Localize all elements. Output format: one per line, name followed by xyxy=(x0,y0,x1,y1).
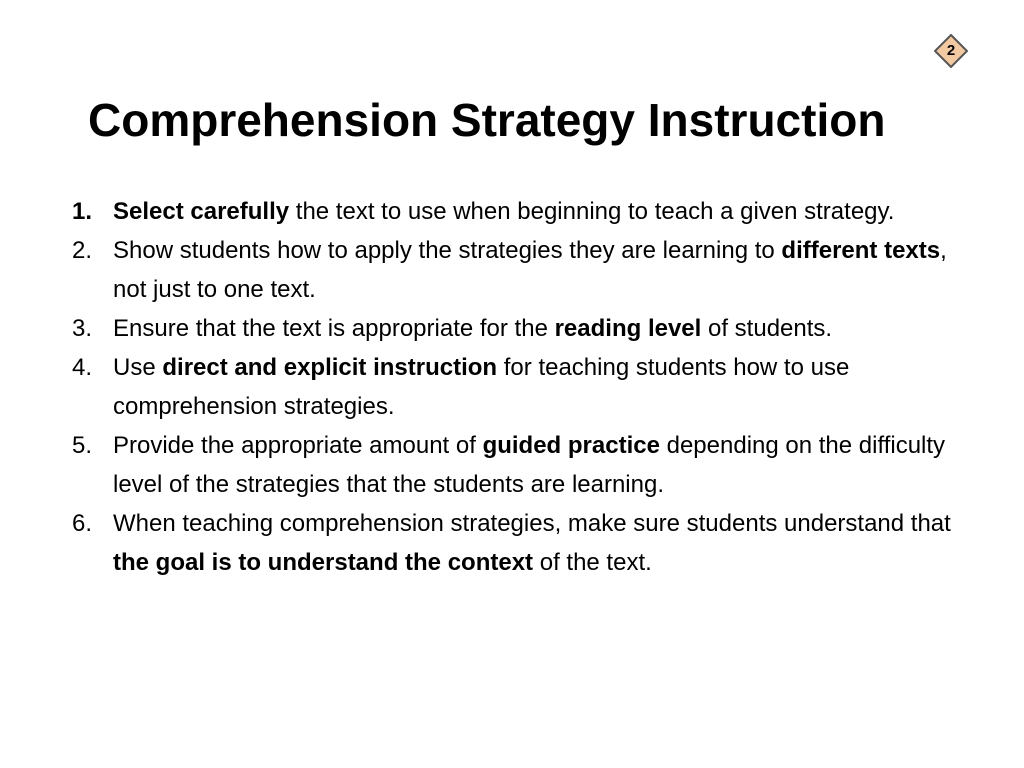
page-number: 2 xyxy=(946,42,956,59)
body-text: Ensure that the text is appropriate for the xyxy=(113,315,555,342)
list-item xyxy=(72,231,972,309)
page-number-badge xyxy=(934,34,968,68)
list-item xyxy=(72,309,972,348)
body-text: When teaching comprehension strategies, make sure students understand that xyxy=(113,510,951,537)
slide-title: Comprehension Strategy Instruction xyxy=(88,94,886,146)
body-text: , not just to one text. xyxy=(113,237,947,303)
list-item-text xyxy=(113,198,894,225)
list-item-text xyxy=(113,354,849,420)
emphasis-text: Select carefully xyxy=(113,198,290,225)
list-item xyxy=(72,426,972,504)
body-text: of the text. xyxy=(533,549,652,576)
body-text: depending on the difficulty level of the strategies that the students are learning. xyxy=(113,432,946,498)
emphasis-text: direct and explicit instruction xyxy=(162,354,498,381)
list-item xyxy=(72,504,972,582)
emphasis-text: different texts xyxy=(781,237,941,264)
strategy-list xyxy=(72,192,972,582)
list-item-text xyxy=(113,315,832,342)
body-text: for teaching students how to use comprehension strategies. xyxy=(113,354,850,420)
list-item-text xyxy=(113,432,945,498)
list-item-number: 1. xyxy=(72,198,93,225)
list-item-number: 4. xyxy=(72,354,93,381)
emphasis-text: the goal is to understand the context xyxy=(113,549,534,576)
list-item xyxy=(72,348,972,426)
emphasis-text: reading level xyxy=(554,315,702,342)
body-text: the text to use when beginning to teach a given strategy. xyxy=(289,198,895,225)
list-item-text xyxy=(113,510,951,576)
list-item-number: 2. xyxy=(72,237,93,264)
body-text: Provide the appropriate amount of xyxy=(113,432,483,459)
list-item xyxy=(72,192,972,231)
body-text: of students. xyxy=(701,315,833,342)
list-item-text xyxy=(113,237,947,303)
body-text: Use xyxy=(113,354,163,381)
list-item-number: 6. xyxy=(72,510,93,537)
list-item-number: 3. xyxy=(72,315,93,342)
list-item-number: 5. xyxy=(72,432,93,459)
emphasis-text: guided practice xyxy=(482,432,660,459)
body-text: Show students how to apply the strategies they are learning to xyxy=(113,237,782,264)
